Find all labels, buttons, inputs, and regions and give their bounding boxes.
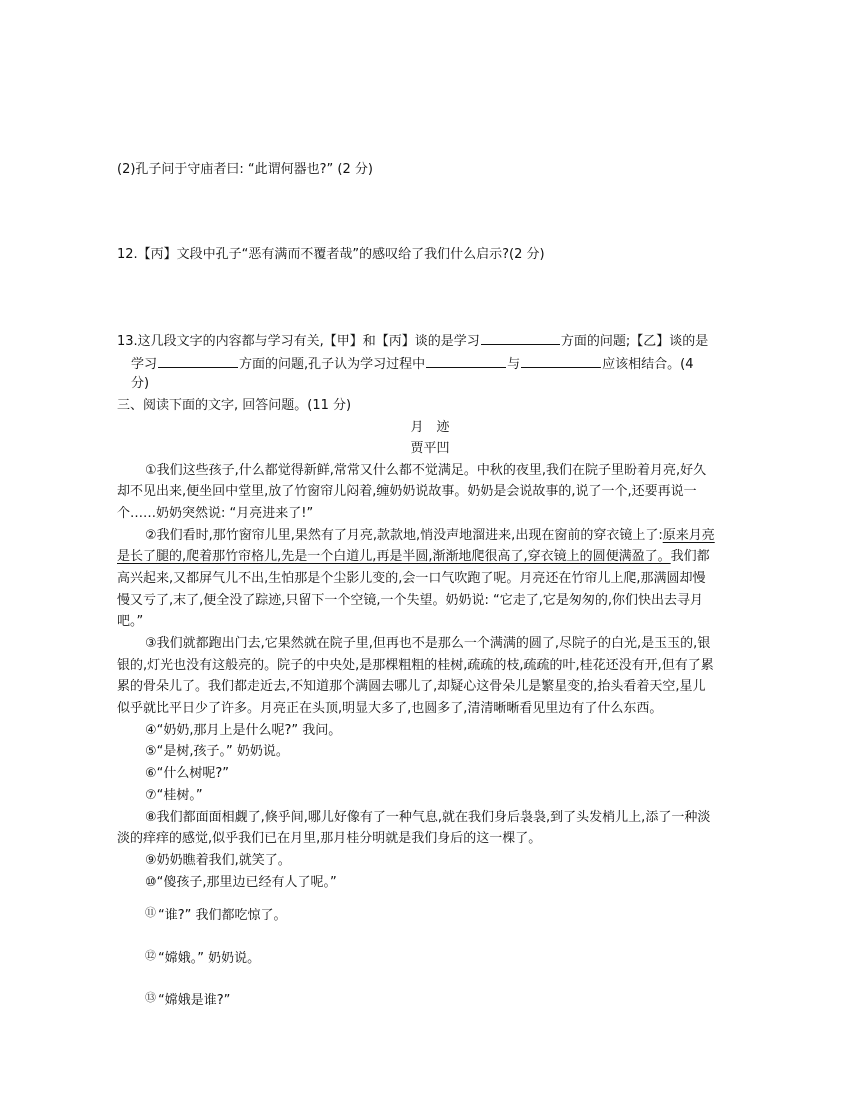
paragraph-3-line: ③我们就都跑出门去,它果然就在院子里,但再也不是那么一个满满的圆了,尽院子的白光,是玉玉的,银 xyxy=(145,636,711,651)
q13-text: 13.这几段文字的内容都与学习有关,【甲】和【丙】谈的是学习 xyxy=(117,334,480,349)
section-3-heading: 三、阅读下面的文字, 回答问题。(11 分) xyxy=(117,398,352,413)
paragraph-8-line: 淡的痒痒的感觉,似乎我们已在月里,那月桂分明就是我们身后的这一棵了。 xyxy=(117,831,542,846)
paragraph-8-line: ⑧我们都面面相觑了,倏乎间,哪儿好像有了一种气息,就在我们身后袅袅,到了头发梢儿上,添了一种淡 xyxy=(145,810,711,825)
paragraph-2-line: 高兴起来,又都屏气儿不出,生怕那是个尘影儿变的,会一口气吹跑了呢。月亮还在竹帘儿上爬,那满圆却慢 xyxy=(117,571,706,586)
passage-title: 月 迹 xyxy=(410,420,450,435)
p2-text: ②我们看时,那竹窗帘儿里,果然有了月亮,款款地,悄没声地溜进来,出现在窗前的穿衣镜上了: xyxy=(145,528,663,543)
paragraph-12 xyxy=(145,946,260,969)
question-13-line-3: 分) xyxy=(131,376,150,391)
paragraph-4: ④“奶奶,那月上是什么呢?” 我问。 xyxy=(145,723,342,738)
paragraph-9: ⑨奶奶瞧着我们,就笑了。 xyxy=(145,853,291,868)
q13-text: 学习 xyxy=(131,357,158,372)
paragraph-2-line xyxy=(117,547,710,567)
paragraph-7: ⑦“桂树。” xyxy=(145,788,203,803)
p13-text: “嫦娥是谁?” xyxy=(158,993,231,1008)
paragraph-1-line: 却不见出来,便坐回中堂里,放了竹窗帘儿闷着,缠奶奶说故事。奶奶是会说故事的,说了一个,还要再说一 xyxy=(117,484,697,499)
paragraph-3-line: 累的骨朵儿了。我们都走近去,不知道那个满圆去哪儿了,却疑心这骨朵儿是繁星变的,抬头看着天空,星儿 xyxy=(117,679,706,694)
paragraph-13 xyxy=(145,988,230,1011)
answer-blank-3[interactable] xyxy=(426,353,506,368)
question-11-2: (2)孔子问于守庙者曰: “此谓何器也?” (2 分) xyxy=(117,162,373,177)
paragraph-2-line: 慢又亏了,末了,便全没了踪迹,只留下一个空镜,一个失望。奶奶说: “它走了,它是匆匆的,你们快出去寻月 xyxy=(117,593,704,608)
paragraph-1-line: ①我们这些孩子,什么都觉得新鲜,常常又什么都不觉满足。中秋的夜里,我们在院子里盼着月亮,好久 xyxy=(145,463,707,478)
paragraph-number: ⑪ xyxy=(145,906,156,919)
paragraph-11 xyxy=(145,903,287,926)
q13-text: 应该相结合。(4 xyxy=(602,357,694,372)
q13-text: 与 xyxy=(507,357,521,372)
paragraph-6: ⑥“什么树呢?” xyxy=(145,766,230,781)
underlined-sentence: 原来月亮 xyxy=(662,528,715,543)
paragraph-3-line: 似乎就比平日少了许多。月亮正在头顶,明显大多了,也圆多了,清清晰晰看见里边有了什么东西。 xyxy=(117,701,663,716)
q13-text: 方面的问题;【乙】谈的是 xyxy=(560,334,709,349)
p11-text: “谁?” 我们都吃惊了。 xyxy=(158,908,287,923)
answer-blank-4[interactable] xyxy=(521,353,601,368)
p12-text: “嫦娥。” 奶奶说。 xyxy=(158,951,261,966)
paragraph-number: ⑬ xyxy=(145,991,156,1004)
paragraph-2-line xyxy=(145,526,715,546)
paragraph-2-line: 吧。” xyxy=(117,614,144,629)
paragraph-3-line: 银的,灯光也没有这般亮的。院子的中央处,是那棵粗粗的桂树,疏疏的枝,疏疏的叶,桂花还没有开,但有了累 xyxy=(117,658,714,673)
paragraph-number: ⑫ xyxy=(145,949,156,962)
paragraph-5: ⑤“是树,孩子。” 奶奶说。 xyxy=(145,744,289,759)
question-12: 12.【丙】文段中孔子“恶有满而不覆者哉”的感叹给了我们什么启示?(2 分) xyxy=(117,247,545,262)
question-13-line-1 xyxy=(117,330,708,352)
p2-text: 我们都 xyxy=(670,549,710,564)
paragraph-1-line: 个……奶奶突然说: “月亮进来了!” xyxy=(117,506,314,521)
answer-blank-1[interactable] xyxy=(481,330,560,345)
passage-author: 贾平凹 xyxy=(410,441,450,456)
underlined-sentence: 是长了腿的,爬着那竹帘格儿,先是一个白道儿,再是半圆,渐渐地爬很高了,穿衣镜上的圆便满盈了。 xyxy=(117,549,671,564)
paragraph-10: ⑩“傻孩子,那里边已经有人了呢。” xyxy=(145,875,337,890)
question-13-line-2 xyxy=(131,353,694,375)
answer-blank-2[interactable] xyxy=(158,353,238,368)
q13-text: 方面的问题,孔子认为学习过程中 xyxy=(239,357,426,372)
